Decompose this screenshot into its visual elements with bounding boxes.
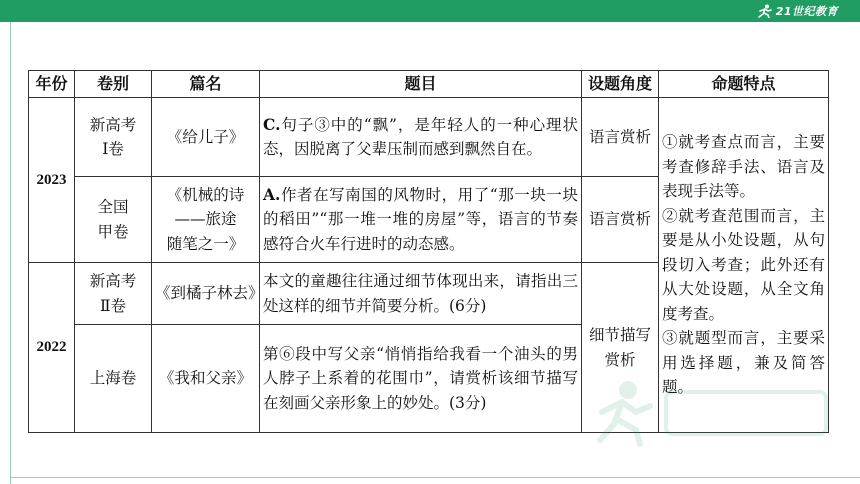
cell-title	[152, 98, 260, 177]
left-frame-line	[10, 22, 11, 484]
runner-icon	[757, 4, 773, 18]
cell-paper	[75, 263, 152, 325]
feature-2: ②就考查范围而言，主要是从小处设题，从句段切入考查；此外还有从大处设题，从全文角度考查。	[662, 206, 825, 323]
question-lead: C.	[263, 114, 281, 134]
question-lead: A.	[263, 184, 281, 204]
bottom-frame-line	[10, 477, 860, 478]
cell-question	[260, 325, 582, 433]
brand-logo	[757, 3, 838, 19]
question-text: 第⑥段中写父亲“悄悄指给我看一个油头的男人脖子上系着的花围巾”，请赏析该细节描写在刻画父亲形象上的妙处。(3分)	[263, 344, 578, 412]
title-text: 《给儿子》	[166, 127, 245, 146]
brand-logo-text: 21世纪教育	[775, 5, 838, 18]
question-text: 句子③中的“飘”，是年轻人的一种心理状态，因脱离了父辈压制而感到飘然自在。	[263, 115, 578, 158]
cell-paper: 上海卷	[75, 325, 152, 433]
table-row	[29, 98, 829, 177]
cell-title	[152, 263, 264, 325]
feature-3: ③就题型而言，主要采用选择题，兼及简答题。	[662, 329, 825, 397]
header-title: 篇名	[152, 71, 260, 98]
exam-analysis-table	[28, 70, 829, 433]
header-question: 题目	[260, 71, 582, 98]
header-features: 命题特点	[659, 71, 829, 98]
question-text: 作者在写南国的风物时，用了“那一块一块的稻田”“那一堆一堆的房屋”等，语言的节奏感符合火车行进时的动态感。	[263, 185, 578, 253]
cell-features	[659, 98, 829, 433]
cell-year: 2023	[29, 98, 75, 263]
cell-angle: 语言赏析	[582, 177, 659, 263]
paper-text: 全国 甲卷	[97, 198, 129, 241]
header-bar	[0, 0, 860, 22]
feature-1: ①就考查点而言，主要考查修辞手法、语言及表现手法等。	[662, 133, 825, 201]
cell-year: 2022	[29, 263, 75, 433]
header-paper: 卷别	[75, 71, 152, 98]
table-header-row	[29, 71, 829, 98]
title-text: 《机械的诗 ——旅途 随笔之一》	[166, 185, 245, 253]
angle-text: 细节描写 赏析	[588, 326, 651, 369]
header-year: 年份	[29, 71, 75, 98]
cell-paper	[75, 98, 152, 177]
paper-text: 新高考 Ⅰ卷	[89, 115, 137, 158]
cell-question	[260, 263, 582, 325]
cell-paper	[75, 177, 152, 263]
cell-title	[152, 177, 260, 263]
cell-question	[260, 98, 582, 177]
cell-question	[260, 177, 582, 263]
cell-angle: 语言赏析	[582, 98, 659, 177]
paper-text: 新高考 Ⅱ卷	[89, 272, 137, 315]
header-angle: 设题角度	[582, 71, 659, 98]
cell-title: 《我和父亲》	[152, 325, 260, 433]
title-text: 《到橘子林去》	[155, 284, 264, 303]
question-text: 本文的童趣往往通过细节体现出来，请指出三处这样的细节并简要分析。(6分)	[263, 272, 578, 315]
cell-angle	[582, 263, 659, 433]
